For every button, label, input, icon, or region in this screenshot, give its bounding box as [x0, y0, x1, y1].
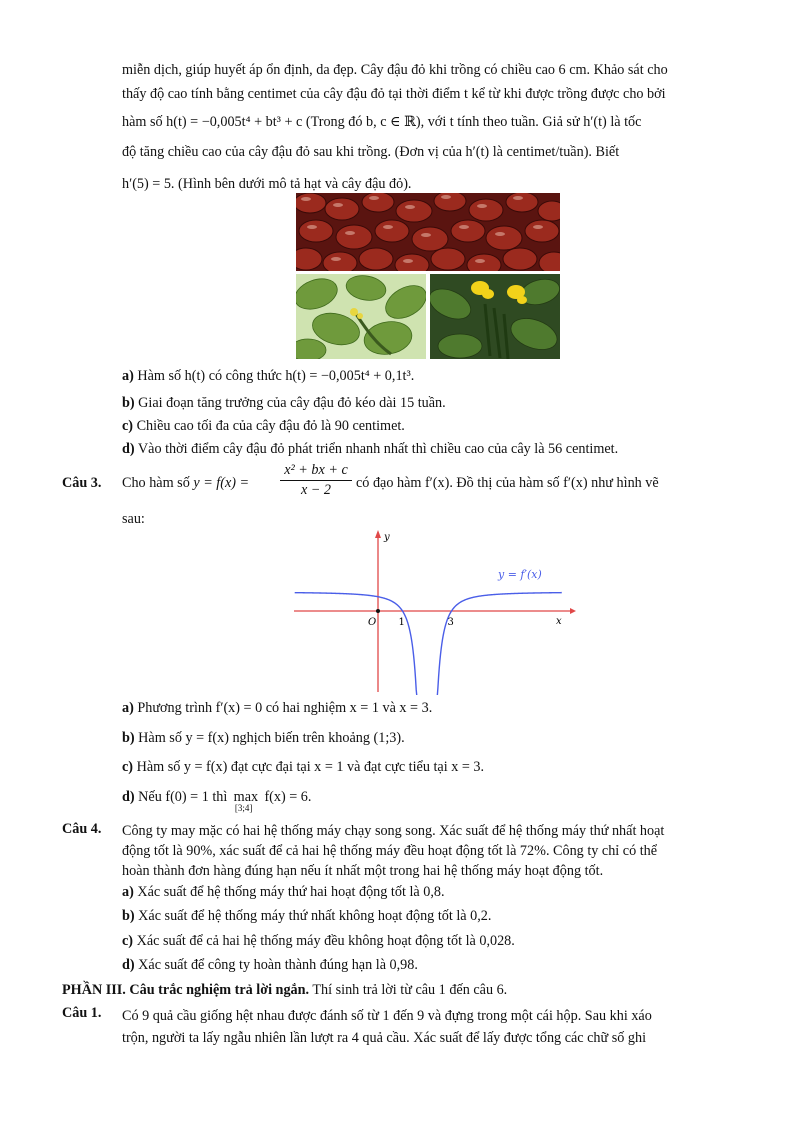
q4-option-b: b) Xác suất để hệ thống máy thứ nhất không hoạt động tốt là 0,2.	[122, 908, 492, 924]
curve-label: y = f′(x)	[498, 568, 542, 581]
bean-plant-flowers-photo	[430, 274, 560, 359]
x-axis-arrow	[570, 608, 576, 614]
q4-line-2: động tốt là 90%, xác suất để cả hai hệ thống máy đều hoạt động tốt là 72%. Công ty chỉ có thể	[122, 843, 658, 859]
red-bean-photo	[296, 193, 560, 271]
p3-q1-stem	[122, 1005, 738, 1049]
q3-option-d: d) Nếu f(0) = 1 thì max [3;4] f(x) = 6.	[122, 789, 312, 813]
y-axis-arrow	[375, 530, 381, 538]
q3-fraction	[280, 462, 352, 499]
q4-label: Câu 4.	[62, 821, 102, 837]
q4-option-a: a) Xác suất để hệ thống máy thứ hai hoạt động tốt là 0,8.	[122, 884, 445, 900]
curve-right-branch	[431, 593, 561, 695]
q3-stem-line-2: sau:	[122, 511, 145, 527]
q3-option-b: b) Hàm số y = f(x) nghịch biến trên khoảng (1;3).	[122, 730, 405, 746]
max-subscript: [3;4]	[234, 803, 253, 813]
q3-option-a: a) Phương trình f′(x) = 0 có hai nghiệm x = 1 và x = 3.	[122, 700, 433, 716]
q2-option-c: c) Chiều cao tối đa của cây đậu đỏ là 90 centimet.	[122, 418, 405, 434]
fraction-numerator: x² + bx + c	[280, 462, 352, 481]
origin-label: O	[368, 617, 377, 628]
q4-line-1: Công ty may mặc có hai hệ thống máy chạy song song. Xác suất để hệ thống máy thứ nhất hoạt	[122, 823, 665, 839]
q2-intro	[122, 58, 738, 196]
intro-line-4: độ tăng chiều cao của cây đậu đỏ sau khi trồng. (Đơn vị của h′(t) là centimet/tuần). Biết	[122, 144, 620, 160]
intro-line-3: hàm số h(t) = −0,005t⁴ + bt³ + c (Trong đó b, c ∈ ℝ), với t tính theo tuần. Giả sử h′(t) là tốc	[122, 114, 642, 130]
q2-option-a: a) Hàm số h(t) có công thức h(t) = −0,005t⁴ + 0,1t³.	[122, 368, 415, 384]
q3-label: Câu 3.	[62, 475, 102, 491]
x-axis-label: x	[556, 616, 562, 627]
derivative-graph	[280, 520, 580, 695]
q4-option-c: c) Xác suất để cả hai hệ thống máy đều không hoạt động tốt là 0,028.	[122, 933, 515, 949]
q4-line-3: hoàn thành đơn hàng đúng hạn nếu ít nhất một trong hai hệ thống máy hoạt động tốt.	[122, 863, 604, 879]
q3-stem-line-1: Cho hàm số y = f(x) =	[122, 475, 250, 491]
intro-line-2: thấy độ cao tính bằng centimet của cây đậu đỏ tại thời điểm t kể từ khi được trồng được cho bởi	[122, 86, 666, 102]
p3-q1-line-2: trộn, người ta lấy ngẫu nhiên lần lượt ra 4 quả cầu. Xác suất để lấy được tổng các chữ số ghi	[122, 1030, 647, 1046]
q4-option-d: d) Xác suất để công ty hoàn thành đúng hạn là 0,98.	[122, 957, 418, 973]
x-tick-label-1: 1	[398, 617, 405, 628]
q4-stem	[122, 821, 738, 881]
curve-left-branch	[295, 593, 423, 695]
fraction-denominator: x − 2	[300, 482, 332, 498]
intro-line-1: miễn dịch, giúp huyết áp ổn định, da đẹp. Cây đậu đỏ khi trồng có chiều cao 6 cm. Khảo sát cho	[122, 62, 668, 78]
bean-plant-leaves-photo	[296, 274, 426, 359]
q2-option-b: b) Giai đoạn tăng trưởng của cây đậu đỏ kéo dài 15 tuần.	[122, 395, 446, 411]
origin-point	[376, 609, 380, 613]
q2-option-d: d) Vào thời điểm cây đậu đỏ phát triển nhanh nhất thì chiều cao của cây là 56 centimet.	[122, 441, 619, 457]
q3-stem-line-1-end: có đạo hàm f′(x). Đồ thị của hàm số f′(x) như hình vẽ	[356, 475, 659, 491]
intro-line-5: h′(5) = 5. (Hình bên dưới mô tả hạt và cây đậu đỏ).	[122, 176, 412, 192]
q3-option-c: c) Hàm số y = f(x) đạt cực đại tại x = 1 và đạt cực tiểu tại x = 3.	[122, 759, 485, 775]
x-tick-label-3: 3	[447, 617, 454, 628]
part3-heading: PHẦN III. Câu trắc nghiệm trả lời ngắn. Thí sinh trả lời từ câu 1 đến câu 6.	[62, 982, 508, 998]
p3-q1-label: Câu 1.	[62, 1005, 102, 1021]
p3-q1-line-1: Có 9 quả cầu giống hệt nhau được đánh số từ 1 đến 9 và đựng trong một cái hộp. Sau khi xáo	[122, 1008, 652, 1024]
y-axis-label: y	[384, 532, 390, 543]
max-operator: max [3;4]	[233, 789, 259, 813]
